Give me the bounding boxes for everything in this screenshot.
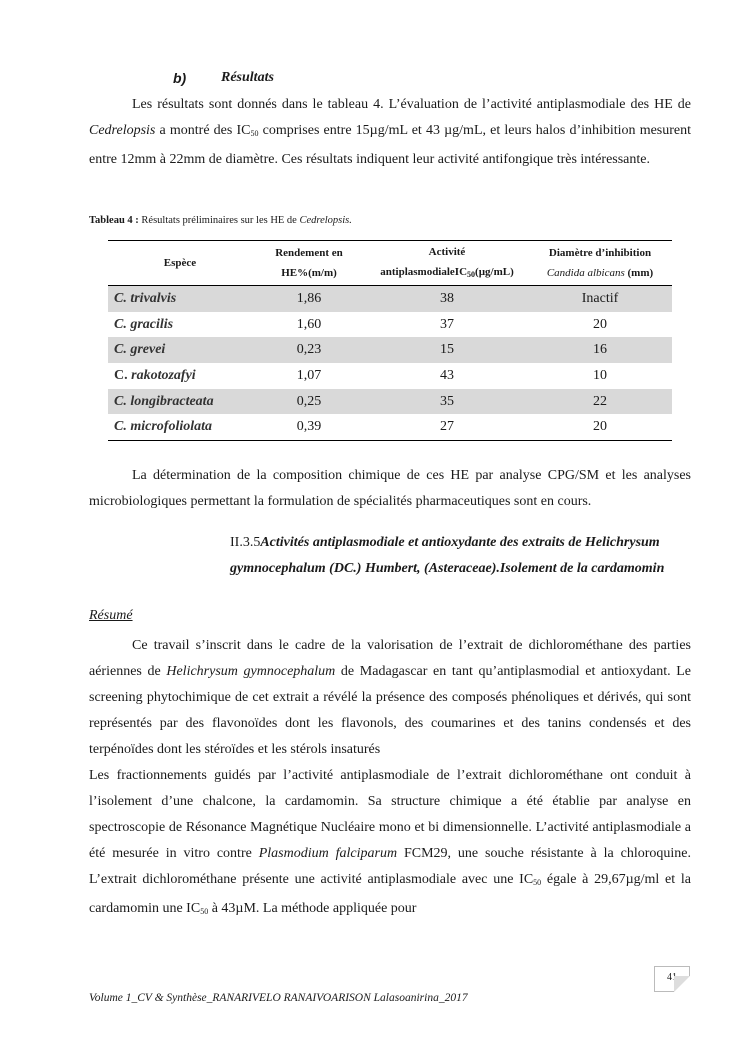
subsection-number: II.3.5 [230, 535, 261, 550]
cell-species [108, 363, 252, 389]
subsection-title: Activités antiplasmodiale et antioxydante des extraits de Helichrysum gymnocephalum (DC.) Humbert, (Asteraceae).Isolement de la cardamomin [230, 535, 665, 576]
header-diametre-line2 [528, 263, 672, 283]
page-number-box [654, 966, 690, 992]
cell-diametre: 22 [593, 393, 607, 409]
intro-paragraph [89, 92, 691, 173]
intro-genus: Cedrelopsis [89, 123, 156, 138]
resume-p2-text-c: égale à 29,67µg/ml et la cardamomin une IC [89, 872, 691, 916]
section-letter: b) [173, 70, 187, 86]
cell-activite: 35 [440, 393, 454, 409]
after-table-text: La détermination de la composition chimique de ces HE par analyse CPG/SM et les analyses microbiologiques permettant la formulation de spécialités pharmaceutiques sont en cours. [89, 468, 691, 509]
resume-paragraph-2 [89, 763, 691, 925]
page-footer: Volume 1_CV & Synthèse_RANARIVELO RANAIVOARISON Lalasoanirina_2017 [89, 992, 468, 1004]
cell-activite: 27 [440, 419, 454, 435]
resume-p2-text-d: à 43µM. La méthode appliquée pour [208, 901, 417, 916]
species-epithet: rakotozafyi [131, 367, 196, 383]
header-rendement-line1: Rendement en [275, 247, 343, 259]
cell-rendement: 0,23 [296, 342, 322, 358]
results-table [108, 240, 672, 441]
caption-label: Tableau 4 : [89, 215, 139, 226]
table-row [108, 286, 672, 312]
header-activite-line2 [366, 262, 528, 285]
table-row [108, 414, 672, 440]
header-rendement [252, 241, 366, 286]
cell-diametre: 16 [593, 342, 607, 358]
intro-text-3: comprises entre 15µg/mL et 43 µg/mL, et leurs halos d’inhibition mesurent entre 12mm à 22mm de diamètre. Ces résultats indiquent leur activité antifongique très intéressante. [89, 123, 692, 167]
species-epithet: grevei [130, 342, 166, 358]
caption-genus: Cedrelopsis. [299, 215, 352, 226]
resume-p2-text-b: FCM29, une souche résistante à la chloroquine. L’extrait dichlorométhane présente une activité antiplasmodiale avec une IC [89, 846, 691, 887]
header-activite-text: antiplasmodialeIC [380, 265, 468, 278]
header-activite [366, 241, 528, 286]
caption-text: Résultats préliminaires sur les HE de [138, 215, 300, 226]
resume-paragraph-1 [89, 633, 691, 763]
cell-diametre: 20 [593, 316, 607, 332]
table-caption [89, 215, 352, 226]
after-table-paragraph [89, 463, 691, 515]
table-row [108, 337, 672, 363]
section-title-resultats: Résultats [221, 70, 274, 85]
table-row [108, 389, 672, 415]
cell-rendement: 0,39 [296, 419, 322, 435]
resume-heading: Résumé [89, 608, 133, 623]
species-prefix: C. [114, 419, 127, 435]
resume-p1-text-a: Ce travail s’inscrit dans le cadre de la valorisation de l’extrait de dichlorométhane des parties aériennes de [89, 638, 691, 679]
resume-p2-species: Plasmodium falciparum [258, 846, 398, 861]
header-espece: Espèce [163, 257, 197, 269]
header-diametre-species: Candida albicans [546, 267, 625, 279]
page-fold-icon [674, 976, 690, 992]
species-epithet: trivalvis [130, 290, 177, 306]
table-row [108, 363, 672, 389]
resume-p2-text-a: Les fractionnements guidés par l’activité antiplasmodiale de l’extrait dichlorométhane ont conduit à l’isolement d’une chalcone, la cardamomin. Sa structure chimique a été établie par analyse en spectroscopie de Résonance Magnétique Nucléaire mono et bi dimensionnelle. L’activité antiplasmodiale a été mesurée in vitro contre [89, 768, 691, 861]
cell-species [108, 414, 252, 440]
table-header-row [108, 241, 672, 286]
cell-rendement: 0,25 [296, 393, 322, 409]
cell-activite: 15 [440, 342, 454, 358]
cell-diametre: Inactif [581, 290, 619, 306]
species-epithet: microfoliolata [130, 419, 213, 435]
subsection-heading [230, 530, 695, 582]
cell-species [108, 337, 252, 363]
species-prefix: C. [114, 316, 127, 332]
cell-species [108, 312, 252, 338]
cell-diametre: 10 [593, 367, 607, 383]
cell-rendement: 1,86 [296, 290, 322, 306]
header-diametre [528, 241, 672, 286]
header-activite-sub: 50 [467, 269, 476, 279]
cell-rendement: 1,60 [296, 316, 322, 332]
header-activite-unit: (µg/mL) [475, 265, 514, 278]
resume-p1-species: Helichrysum gymnocephalum [166, 664, 336, 679]
species-prefix: C. [114, 290, 127, 306]
resume-p2-sub2: 50 [200, 907, 209, 916]
cell-activite: 37 [440, 316, 454, 332]
resume-p2-sub1: 50 [533, 878, 542, 887]
section-heading-b [173, 70, 274, 88]
resume-p1-text-b: de Madagascar en tant qu’antiplasmodial et antioxydant. Le screening phytochimique de cet extrait a révélé la présence des composés phénoliques et dérivés, qui sont représentés par des flavonoïdes dont les flavonols, des coumarines et des tanins condensés et des terpénoïdes dont les stéroïdes et les stérols insaturés [89, 664, 692, 757]
header-diametre-unit: (mm) [624, 267, 654, 279]
intro-text-2: a montré des IC [155, 123, 251, 138]
cell-activite: 43 [440, 367, 454, 383]
species-epithet: gracilis [130, 316, 174, 332]
species-prefix: C. [114, 393, 127, 409]
intro-text-1: Les résultats sont donnés dans le tableau 4. L’évaluation de l’activité antiplasmodiale des HE de [132, 97, 691, 112]
intro-subscript: 50 [250, 129, 259, 138]
cell-diametre: 20 [593, 419, 607, 435]
cell-rendement: 1,07 [296, 367, 322, 383]
species-prefix: C. [114, 342, 127, 358]
header-diametre-line1: Diamètre d’inhibition [548, 247, 652, 259]
cell-species [108, 389, 252, 415]
table-row [108, 312, 672, 338]
species-prefix: C. [114, 367, 128, 383]
header-activite-line1: Activité [428, 245, 466, 258]
header-rendement-line2: HE%(m/m) [281, 267, 337, 279]
cell-activite: 38 [440, 290, 454, 306]
cell-species [108, 286, 252, 312]
page-number: 41 [667, 972, 677, 983]
species-epithet: longibracteata [130, 393, 214, 409]
